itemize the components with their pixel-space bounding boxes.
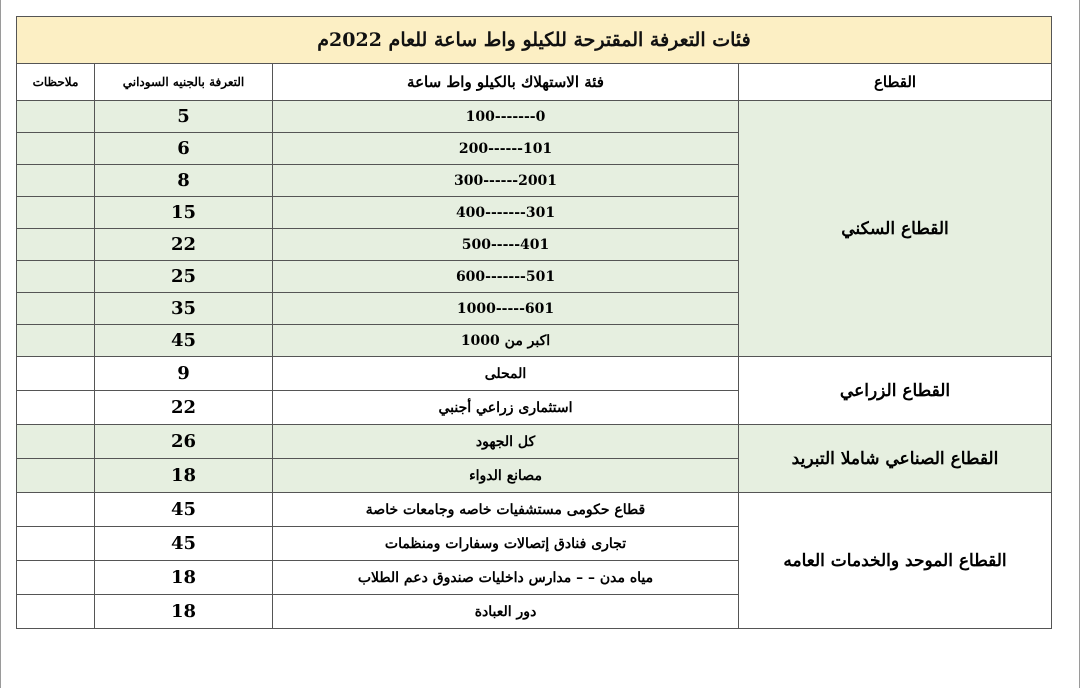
notes-cell [17, 197, 95, 229]
category-cell: تجارى فنادق إتصالات وسفارات ومنظمات [273, 527, 739, 561]
notes-cell [17, 595, 95, 629]
notes-cell [17, 425, 95, 459]
rate-cell: 45 [95, 325, 273, 357]
rate-cell: 45 [95, 527, 273, 561]
table-row [17, 101, 1052, 133]
category-cell: قطاع حكومى مستشفيات خاصه وجامعات خاصة [273, 493, 739, 527]
notes-cell [17, 101, 95, 133]
sector-agricultural: القطاع الزراعي [739, 357, 1052, 425]
table-title: فئات التعرفة المقترحة للكيلو واط ساعة للعام 2022م [17, 17, 1052, 64]
rate-cell: 22 [95, 229, 273, 261]
category-cell: 301-------400 [273, 197, 739, 229]
rate-cell: 18 [95, 459, 273, 493]
rate-cell: 22 [95, 391, 273, 425]
notes-cell [17, 293, 95, 325]
rate-cell: 25 [95, 261, 273, 293]
rate-cell: 6 [95, 133, 273, 165]
notes-cell [17, 561, 95, 595]
category-cell: المحلى [273, 357, 739, 391]
category-cell: كل الجهود [273, 425, 739, 459]
notes-cell [17, 133, 95, 165]
rate-cell: 45 [95, 493, 273, 527]
table-row [17, 357, 1052, 391]
header-rate: التعرفة بالجنيه السوداني [95, 64, 273, 101]
rate-cell: 35 [95, 293, 273, 325]
category-cell: 401-----500 [273, 229, 739, 261]
category-cell: مصانع الدواء [273, 459, 739, 493]
rate-cell: 8 [95, 165, 273, 197]
category-cell: 501-------600 [273, 261, 739, 293]
notes-cell [17, 391, 95, 425]
category-cell: مياه مدن – – مدارس داخليات صندوق دعم الطلاب [273, 561, 739, 595]
header-notes: ملاحظات [17, 64, 95, 101]
header-category: فئة الاستهلاك بالكيلو واط ساعة [273, 64, 739, 101]
category-cell: اكبر من 1000 [273, 325, 739, 357]
notes-cell [17, 261, 95, 293]
category-cell: استثمارى زراعي أجنبي [273, 391, 739, 425]
sector-industrial: القطاع الصناعي شاملا التبريد [739, 425, 1052, 493]
rate-cell: 18 [95, 561, 273, 595]
notes-cell [17, 459, 95, 493]
tariff-table [16, 16, 1052, 629]
sector-general-services: القطاع الموحد والخدمات العامه [739, 493, 1052, 629]
rate-cell: 26 [95, 425, 273, 459]
notes-cell [17, 229, 95, 261]
category-cell: 101------200 [273, 133, 739, 165]
notes-cell [17, 325, 95, 357]
sector-residential: القطاع السكني [739, 101, 1052, 357]
header-sector: القطاع [739, 64, 1052, 101]
notes-cell [17, 165, 95, 197]
table-row [17, 493, 1052, 527]
rate-cell: 5 [95, 101, 273, 133]
category-cell: 601-----1000 [273, 293, 739, 325]
rate-cell: 18 [95, 595, 273, 629]
notes-cell [17, 527, 95, 561]
notes-cell [17, 493, 95, 527]
notes-cell [17, 357, 95, 391]
category-cell: دور العبادة [273, 595, 739, 629]
rate-cell: 9 [95, 357, 273, 391]
category-cell: 2001------300 [273, 165, 739, 197]
table-row [17, 425, 1052, 459]
category-cell: 0-------100 [273, 101, 739, 133]
rate-cell: 15 [95, 197, 273, 229]
